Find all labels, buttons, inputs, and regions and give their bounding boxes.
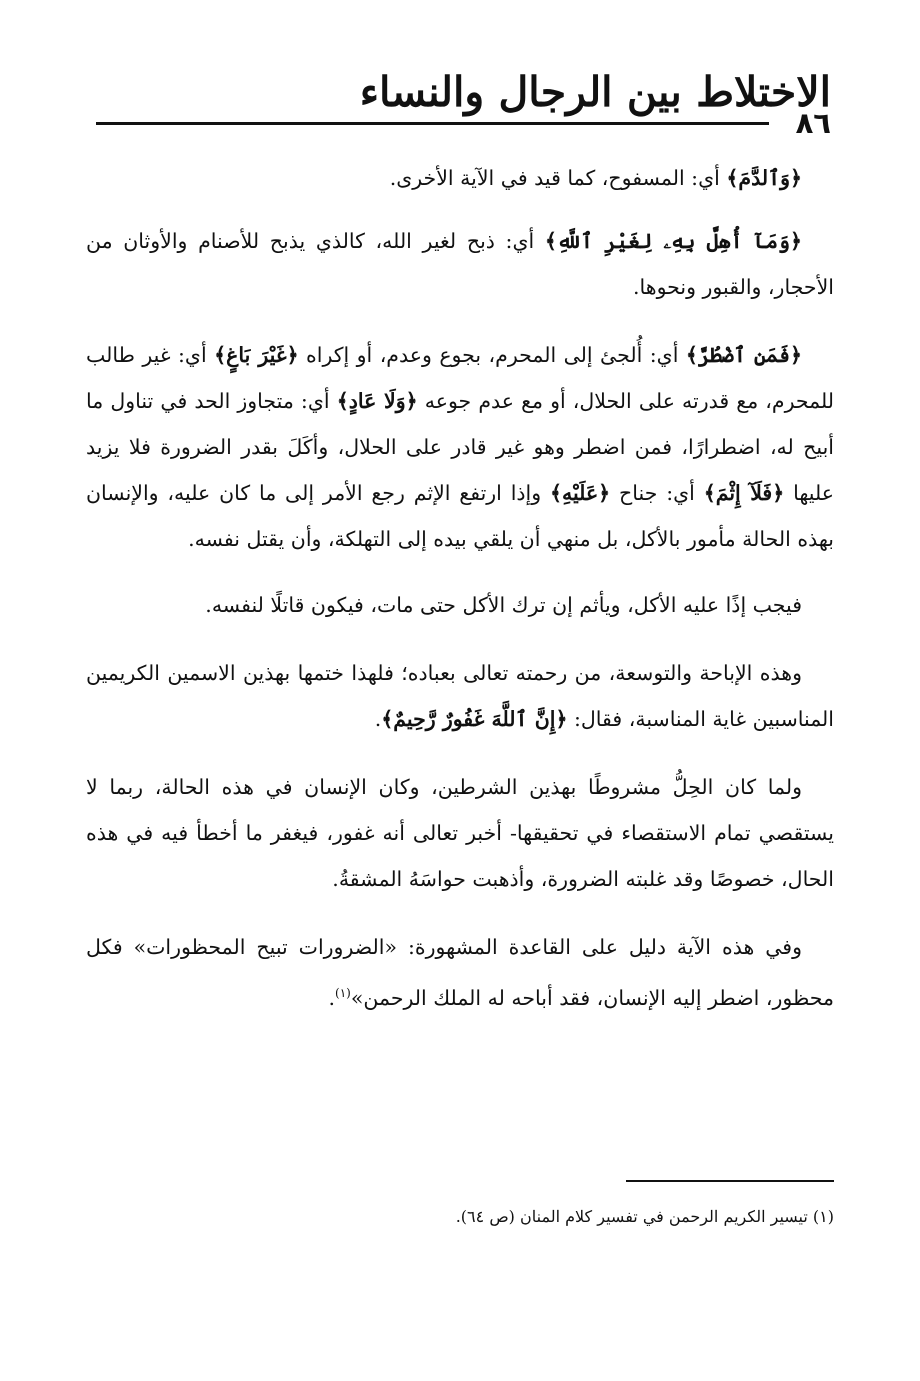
quran-quote: ﴿عَلَيْهِ﴾ <box>549 481 611 505</box>
text-segment: فيجب إذًا عليه الأكل، ويأثم إن ترك الأكل حتى مات، فيكون قاتلًا لنفسه. <box>205 593 802 617</box>
text-segment: أي: جناح <box>610 481 704 505</box>
text-segment: أي: غير طالب للمحرم، مع قدرته على الحلال، أو مع عدم جوعه <box>86 343 835 413</box>
page-header <box>96 68 831 140</box>
running-title: الاختلاط بين الرجال والنساء <box>359 68 831 116</box>
text-segment: . <box>374 707 382 731</box>
footnote: (١) تيسير الكريم الرحمن في تفسير كلام المنان (ص ٦٤). <box>455 1207 834 1226</box>
text-segment: . <box>328 985 335 1010</box>
paragraph <box>86 332 834 562</box>
quran-quote: ﴿إِنَّ ٱللَّهَ غَفُورٌ رَّحِيمٌ﴾ <box>381 707 568 731</box>
text-segment: وهذه الإباحة والتوسعة، من رحمته تعالى بعباده؛ فلهذا ختمها بهذين الاسمين الكريمين المناسبين غاية المناسبة، فقال: <box>86 661 834 731</box>
text-segment: وفي هذه الآية دليل على القاعدة المشهورة: «الضرورات تبيح المحظورات» فكل محظور، اضطر إليه الإنسان، فقد أباحه له الملك الرحمن» <box>86 935 834 1010</box>
footnote-rule <box>626 1180 834 1182</box>
text-segment: أي: المسفوح، كما قيد في الآية الأخرى. <box>389 166 727 190</box>
paragraph <box>86 764 834 902</box>
text-segment: ولما كان الحِلُّ مشروطًا بهذين الشرطين، وكان الإنسان في هذه الحالة، ربما لا يستقصي تمام الاستقصاء في تحقيقها- أخبر تعالى أنه غفور، فيغفر ما أخطأ فيه في هذه الحال، خصوصًا وقد غلبته الضرورة، وأذهبت حواسَهُ المشقةُ. <box>86 775 834 891</box>
paragraph <box>86 924 834 1021</box>
body-text <box>86 155 834 1043</box>
paragraph <box>86 582 834 628</box>
paragraph <box>86 155 834 201</box>
header-rule <box>96 122 769 125</box>
quran-quote: ﴿وَمَآ أُهِلَّ بِهِۦ لِغَيْرِ ٱللَّهِ﴾ <box>544 229 802 253</box>
quran-quote: ﴿وَلَا عَادٍ﴾ <box>336 389 418 413</box>
paragraph <box>86 650 834 742</box>
paragraph <box>86 218 834 310</box>
text-segment: أي: متجاوز الحد في تناول ما أبيح له، اضطرارًا، فمن اضطر وهو غير قادر على الحلال، وأكَلَ بقدر الضرورة فلا يزيد عليها <box>86 389 834 505</box>
quran-quote: ﴿غَيْرَ بَاغٍ﴾ <box>214 343 299 367</box>
text-segment: وإذا ارتفع الإثم رجع الأمر إلى ما كان عليه، والإنسان بهذه الحالة مأمور بالأكل، بل منهي أن يلقي بيده إلى التهلكة، وأن يقتل نفسه. <box>86 481 834 551</box>
quran-quote: ﴿وَٱلدَّمَ﴾ <box>726 166 802 190</box>
page-number: ٨٦ <box>795 106 831 140</box>
quran-quote: ﴿فَمَنِ ٱضْطُرَّ﴾ <box>685 343 803 367</box>
text-segment: أي: أُلجئ إلى المحرم، بجوع وعدم، أو إكراه <box>298 343 686 367</box>
quran-quote: ﴿فَلَآ إِثْمَ﴾ <box>703 481 785 505</box>
footnote-marker[interactable]: (١) <box>335 986 351 1000</box>
text-segment: أي: ذبح لغير الله، كالذي يذبح للأصنام والأوثان من الأحجار، والقبور ونحوها. <box>86 229 834 299</box>
